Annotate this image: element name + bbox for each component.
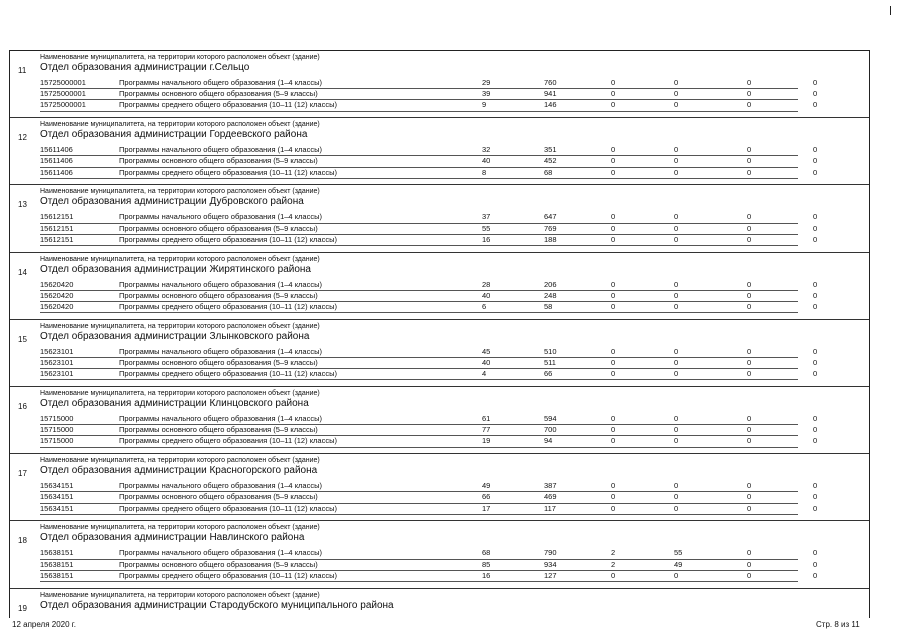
cell-d: 0	[674, 78, 679, 87]
block-caption: Наименование муниципалитета, на территории которого расположен объект (здание)	[40, 390, 320, 397]
block-number: 18	[18, 536, 27, 546]
cell-e: 0	[747, 357, 752, 367]
cell-e: 0	[747, 290, 752, 300]
cell-d: 0	[674, 346, 679, 356]
cell-d: 0	[674, 357, 679, 367]
cell-c: 0	[611, 503, 616, 513]
cell-a: 61	[482, 414, 491, 423]
row-divider	[40, 312, 798, 313]
block-number: 16	[18, 402, 27, 411]
cell-a: 4	[482, 369, 487, 379]
municipality-block	[10, 521, 869, 588]
block-title: Отдел образования администрации Жирятинского района	[40, 263, 311, 275]
cell-d: 0	[674, 234, 679, 244]
cell-f: 0	[813, 492, 818, 502]
cell-d: 55	[674, 548, 683, 558]
cell-d: 0	[674, 570, 679, 580]
cell-c: 0	[611, 301, 616, 311]
cell-b: 66	[544, 369, 553, 379]
cell-b: 700	[544, 425, 557, 435]
cell-code: 15620420	[40, 290, 74, 300]
cell-program: Программы начального общего образования (1–4 классы)	[119, 279, 322, 289]
cell-code: 15620420	[40, 301, 74, 311]
cell-code: 15638151	[40, 559, 74, 569]
cell-e: 0	[747, 100, 752, 110]
cell-c: 2	[611, 548, 616, 558]
cell-f: 0	[813, 369, 818, 379]
cell-e: 0	[747, 548, 752, 558]
cell-a: 19	[482, 436, 491, 446]
cell-code: 15612151	[40, 223, 74, 233]
cell-b: 58	[544, 301, 553, 311]
cell-c: 0	[611, 223, 616, 233]
block-number: 17	[18, 469, 27, 479]
cell-program: Программы среднего общего образования (10–11 (12) классы)	[119, 100, 337, 110]
cell-d: 0	[674, 369, 679, 379]
cell-code: 15638151	[40, 548, 74, 558]
cell-c: 0	[611, 357, 616, 367]
cell-code: 15715000	[40, 425, 74, 435]
cell-e: 0	[747, 212, 752, 222]
cell-f: 0	[813, 234, 818, 244]
cell-code: 15725000001	[40, 89, 86, 99]
municipality-block	[10, 387, 869, 454]
cell-a: 6	[482, 301, 487, 311]
cell-c: 0	[611, 481, 616, 491]
cell-code: 15623101	[40, 369, 74, 379]
municipality-block	[10, 454, 869, 521]
block-number: 11	[18, 66, 27, 75]
block-title: Отдел образования администрации Красногорского района	[40, 465, 318, 477]
row-divider	[40, 111, 798, 112]
cell-d: 49	[674, 559, 683, 569]
cell-a: 37	[482, 212, 491, 222]
cell-d: 0	[674, 425, 679, 435]
cell-program: Программы основного общего образования (5–9 классы)	[119, 290, 318, 300]
block-caption: Наименование муниципалитета, на территории которого расположен объект (здание)	[40, 121, 320, 129]
block-caption: Наименование муниципалитета, на территории которого расположен объект (здание)	[40, 54, 320, 61]
row-divider	[40, 447, 798, 448]
cell-program: Программы основного общего образования (5–9 классы)	[119, 492, 318, 502]
cell-b: 248	[544, 290, 557, 300]
cell-a: 8	[482, 167, 487, 177]
cell-b: 94	[544, 436, 553, 446]
cell-c: 0	[611, 234, 616, 244]
cell-a: 29	[482, 78, 491, 87]
cell-b: 469	[544, 492, 557, 502]
cell-code: 15634151	[40, 481, 74, 491]
block-caption: Наименование муниципалитета, на территории которого расположен объект (здание)	[40, 524, 320, 532]
cell-program: Программы основного общего образования (5–9 классы)	[119, 559, 318, 569]
cell-code: 15612151	[40, 234, 74, 244]
cell-a: 40	[482, 156, 491, 166]
cell-a: 32	[482, 145, 491, 155]
cell-e: 0	[747, 503, 752, 513]
cell-b: 941	[544, 89, 557, 99]
cell-b: 760	[544, 78, 557, 87]
cell-e: 0	[747, 570, 752, 580]
cell-f: 0	[813, 100, 818, 110]
cell-b: 127	[544, 570, 557, 580]
cell-f: 0	[813, 357, 818, 367]
cell-program: Программы начального общего образования (1–4 классы)	[119, 548, 322, 558]
cell-d: 0	[674, 223, 679, 233]
cell-program: Программы начального общего образования (1–4 классы)	[119, 78, 322, 87]
document-table	[9, 50, 870, 618]
block-caption: Наименование муниципалитета, на территории которого расположен объект (здание)	[40, 457, 320, 465]
cell-e: 0	[747, 234, 752, 244]
cell-f: 0	[813, 425, 818, 435]
cell-e: 0	[747, 89, 752, 99]
cell-b: 188	[544, 234, 557, 244]
cell-f: 0	[813, 89, 818, 99]
cell-program: Программы среднего общего образования (10–11 (12) классы)	[119, 167, 337, 177]
cell-program: Программы основного общего образования (5–9 классы)	[119, 357, 318, 367]
cell-f: 0	[813, 559, 818, 569]
block-title: Отдел образования администрации Дубровского района	[40, 196, 304, 208]
cell-c: 0	[611, 156, 616, 166]
cell-program: Программы основного общего образования (5–9 классы)	[119, 223, 318, 233]
cell-b: 206	[544, 279, 557, 289]
cell-b: 769	[544, 223, 557, 233]
cell-program: Программы основного общего образования (5–9 классы)	[119, 89, 318, 99]
block-number: 14	[18, 267, 27, 277]
row-divider	[40, 581, 798, 582]
cell-d: 0	[674, 503, 679, 513]
cell-b: 647	[544, 212, 557, 222]
cell-e: 0	[747, 156, 752, 166]
cell-f: 0	[813, 167, 818, 177]
cell-f: 0	[813, 290, 818, 300]
cell-code: 15638151	[40, 570, 74, 580]
cell-a: 77	[482, 425, 491, 435]
cell-f: 0	[813, 414, 818, 423]
cell-code: 15715000	[40, 436, 74, 446]
cell-code: 15611406	[40, 145, 73, 155]
cell-code: 15611406	[40, 167, 73, 177]
cell-program: Программы среднего общего образования (10–11 (12) классы)	[119, 369, 337, 379]
cell-a: 16	[482, 234, 491, 244]
cell-program: Программы начального общего образования (1–4 классы)	[119, 346, 322, 356]
cell-program: Программы среднего общего образования (10–11 (12) классы)	[119, 503, 337, 513]
cell-code: 15715000	[40, 414, 74, 423]
cell-b: 511	[544, 357, 556, 367]
cell-e: 0	[747, 145, 752, 155]
cell-d: 0	[674, 301, 679, 311]
cell-e: 0	[747, 481, 752, 491]
cell-d: 0	[674, 290, 679, 300]
cell-a: 66	[482, 492, 491, 502]
cell-b: 510	[544, 346, 557, 356]
block-title: Отдел образования администрации г.Сельцо	[40, 62, 250, 73]
cell-code: 15623101	[40, 346, 74, 356]
cell-program: Программы среднего общего образования (10–11 (12) классы)	[119, 234, 337, 244]
cell-a: 49	[482, 481, 491, 491]
cell-d: 0	[674, 100, 679, 110]
cell-c: 0	[611, 290, 616, 300]
cell-program: Программы начального общего образования (1–4 классы)	[119, 481, 322, 491]
cell-e: 0	[747, 559, 752, 569]
cell-c: 0	[611, 145, 616, 155]
cell-b: 934	[544, 559, 557, 569]
cell-a: 28	[482, 279, 491, 289]
cell-e: 0	[747, 414, 752, 423]
cell-e: 0	[747, 492, 752, 502]
row-divider	[40, 379, 798, 380]
cell-program: Программы среднего общего образования (10–11 (12) классы)	[119, 301, 337, 311]
cell-b: 68	[544, 167, 553, 177]
cell-code: 15634151	[40, 503, 74, 513]
cell-program: Программы среднего общего образования (10–11 (12) классы)	[119, 436, 337, 446]
row-divider	[40, 245, 798, 246]
block-title: Отдел образования администрации Злынковского района	[40, 330, 310, 342]
block-title: Отдел образования администрации Клинцовского района	[40, 398, 309, 409]
cell-a: 45	[482, 346, 491, 356]
cell-d: 0	[674, 436, 679, 446]
cell-a: 16	[482, 570, 491, 580]
cell-e: 0	[747, 346, 752, 356]
footer-date: 12 апреля 2020 г.	[12, 620, 76, 629]
cell-a: 17	[482, 503, 491, 513]
cell-code: 15725000001	[40, 100, 86, 110]
cell-code: 15611406	[40, 156, 73, 166]
municipality-block	[10, 185, 869, 252]
cell-e: 0	[747, 436, 752, 446]
block-caption: Наименование муниципалитета, на территории которого расположен объект (здание)	[40, 322, 320, 330]
cell-f: 0	[813, 436, 818, 446]
cell-b: 146	[544, 100, 557, 110]
cell-f: 0	[813, 223, 818, 233]
cell-d: 0	[674, 145, 679, 155]
cell-d: 0	[674, 212, 679, 222]
cell-code: 15634151	[40, 492, 74, 502]
block-caption: Наименование муниципалитета, на территории которого расположен объект (здание)	[40, 591, 320, 599]
row-divider	[40, 514, 798, 515]
cell-f: 0	[813, 481, 818, 491]
block-number: 15	[18, 334, 27, 344]
cell-program: Программы основного общего образования (5–9 классы)	[119, 425, 318, 435]
cell-c: 0	[611, 436, 616, 446]
cell-d: 0	[674, 481, 679, 491]
cell-e: 0	[747, 78, 752, 87]
cell-e: 0	[747, 425, 752, 435]
cell-c: 0	[611, 425, 616, 435]
cell-f: 0	[813, 570, 818, 580]
cell-c: 0	[611, 570, 616, 580]
cell-a: 40	[482, 357, 491, 367]
cell-b: 594	[544, 414, 557, 423]
cell-b: 351	[544, 145, 557, 155]
cell-b: 117	[544, 503, 556, 513]
cell-f: 0	[813, 503, 818, 513]
cell-b: 387	[544, 481, 557, 491]
cell-b: 452	[544, 156, 557, 166]
cell-program: Программы основного общего образования (5–9 классы)	[119, 156, 318, 166]
block-caption: Наименование муниципалитета, на территории которого расположен объект (здание)	[40, 188, 320, 196]
cell-code: 15612151	[40, 212, 74, 222]
cell-e: 0	[747, 279, 752, 289]
block-title: Отдел образования администрации Стародубского муниципального района	[40, 599, 394, 611]
municipality-block	[10, 320, 869, 387]
cell-f: 0	[813, 212, 818, 222]
cell-code: 15623101	[40, 357, 74, 367]
cell-f: 0	[813, 301, 818, 311]
cell-c: 0	[611, 346, 616, 356]
cell-program: Программы среднего общего образования (10–11 (12) классы)	[119, 570, 337, 580]
cell-code: 15620420	[40, 279, 74, 289]
cell-c: 0	[611, 369, 616, 379]
cell-e: 0	[747, 301, 752, 311]
cell-d: 0	[674, 279, 679, 289]
cell-a: 40	[482, 290, 491, 300]
cell-e: 0	[747, 167, 752, 177]
cell-c: 0	[611, 78, 616, 87]
cell-a: 55	[482, 223, 491, 233]
block-title: Отдел образования администрации Навлинского района	[40, 532, 305, 544]
block-number: 19	[18, 603, 27, 613]
municipality-block	[10, 589, 869, 619]
cell-a: 39	[482, 89, 491, 99]
block-title: Отдел образования администрации Гордеевского района	[40, 129, 308, 141]
block-number: 12	[18, 133, 27, 143]
footer-page-number: Стр. 8 из 11	[816, 620, 860, 629]
cell-d: 0	[674, 167, 679, 177]
cell-f: 0	[813, 548, 818, 558]
cell-program: Программы начального общего образования (1–4 классы)	[119, 414, 322, 423]
cell-f: 0	[813, 145, 818, 155]
cell-c: 0	[611, 89, 616, 99]
cell-a: 85	[482, 559, 491, 569]
cell-c: 0	[611, 100, 616, 110]
cell-e: 0	[747, 223, 752, 233]
cell-c: 0	[611, 279, 616, 289]
block-caption: Наименование муниципалитета, на территории которого расположен объект (здание)	[40, 255, 320, 263]
municipality-block	[10, 118, 869, 185]
cell-f: 0	[813, 279, 818, 289]
cell-d: 0	[674, 492, 679, 502]
cell-e: 0	[747, 369, 752, 379]
cell-f: 0	[813, 156, 818, 166]
cell-c: 0	[611, 167, 616, 177]
municipality-block	[10, 253, 869, 320]
cell-b: 790	[544, 548, 557, 558]
cell-d: 0	[674, 414, 679, 423]
cell-program: Программы начального общего образования (1–4 классы)	[119, 212, 322, 222]
cell-c: 0	[611, 414, 616, 423]
cell-f: 0	[813, 78, 818, 87]
cell-code: 15725000001	[40, 78, 86, 87]
cell-a: 9	[482, 100, 487, 110]
cell-a: 68	[482, 548, 491, 558]
cell-c: 0	[611, 212, 616, 222]
cell-c: 2	[611, 559, 616, 569]
cell-f: 0	[813, 346, 818, 356]
cell-d: 0	[674, 156, 679, 166]
cell-d: 0	[674, 89, 679, 99]
corner-mark	[890, 6, 891, 15]
cell-c: 0	[611, 492, 616, 502]
municipality-block	[10, 51, 869, 118]
row-divider	[40, 178, 798, 179]
cell-program: Программы начального общего образования (1–4 классы)	[119, 145, 322, 155]
block-number: 13	[18, 200, 27, 210]
